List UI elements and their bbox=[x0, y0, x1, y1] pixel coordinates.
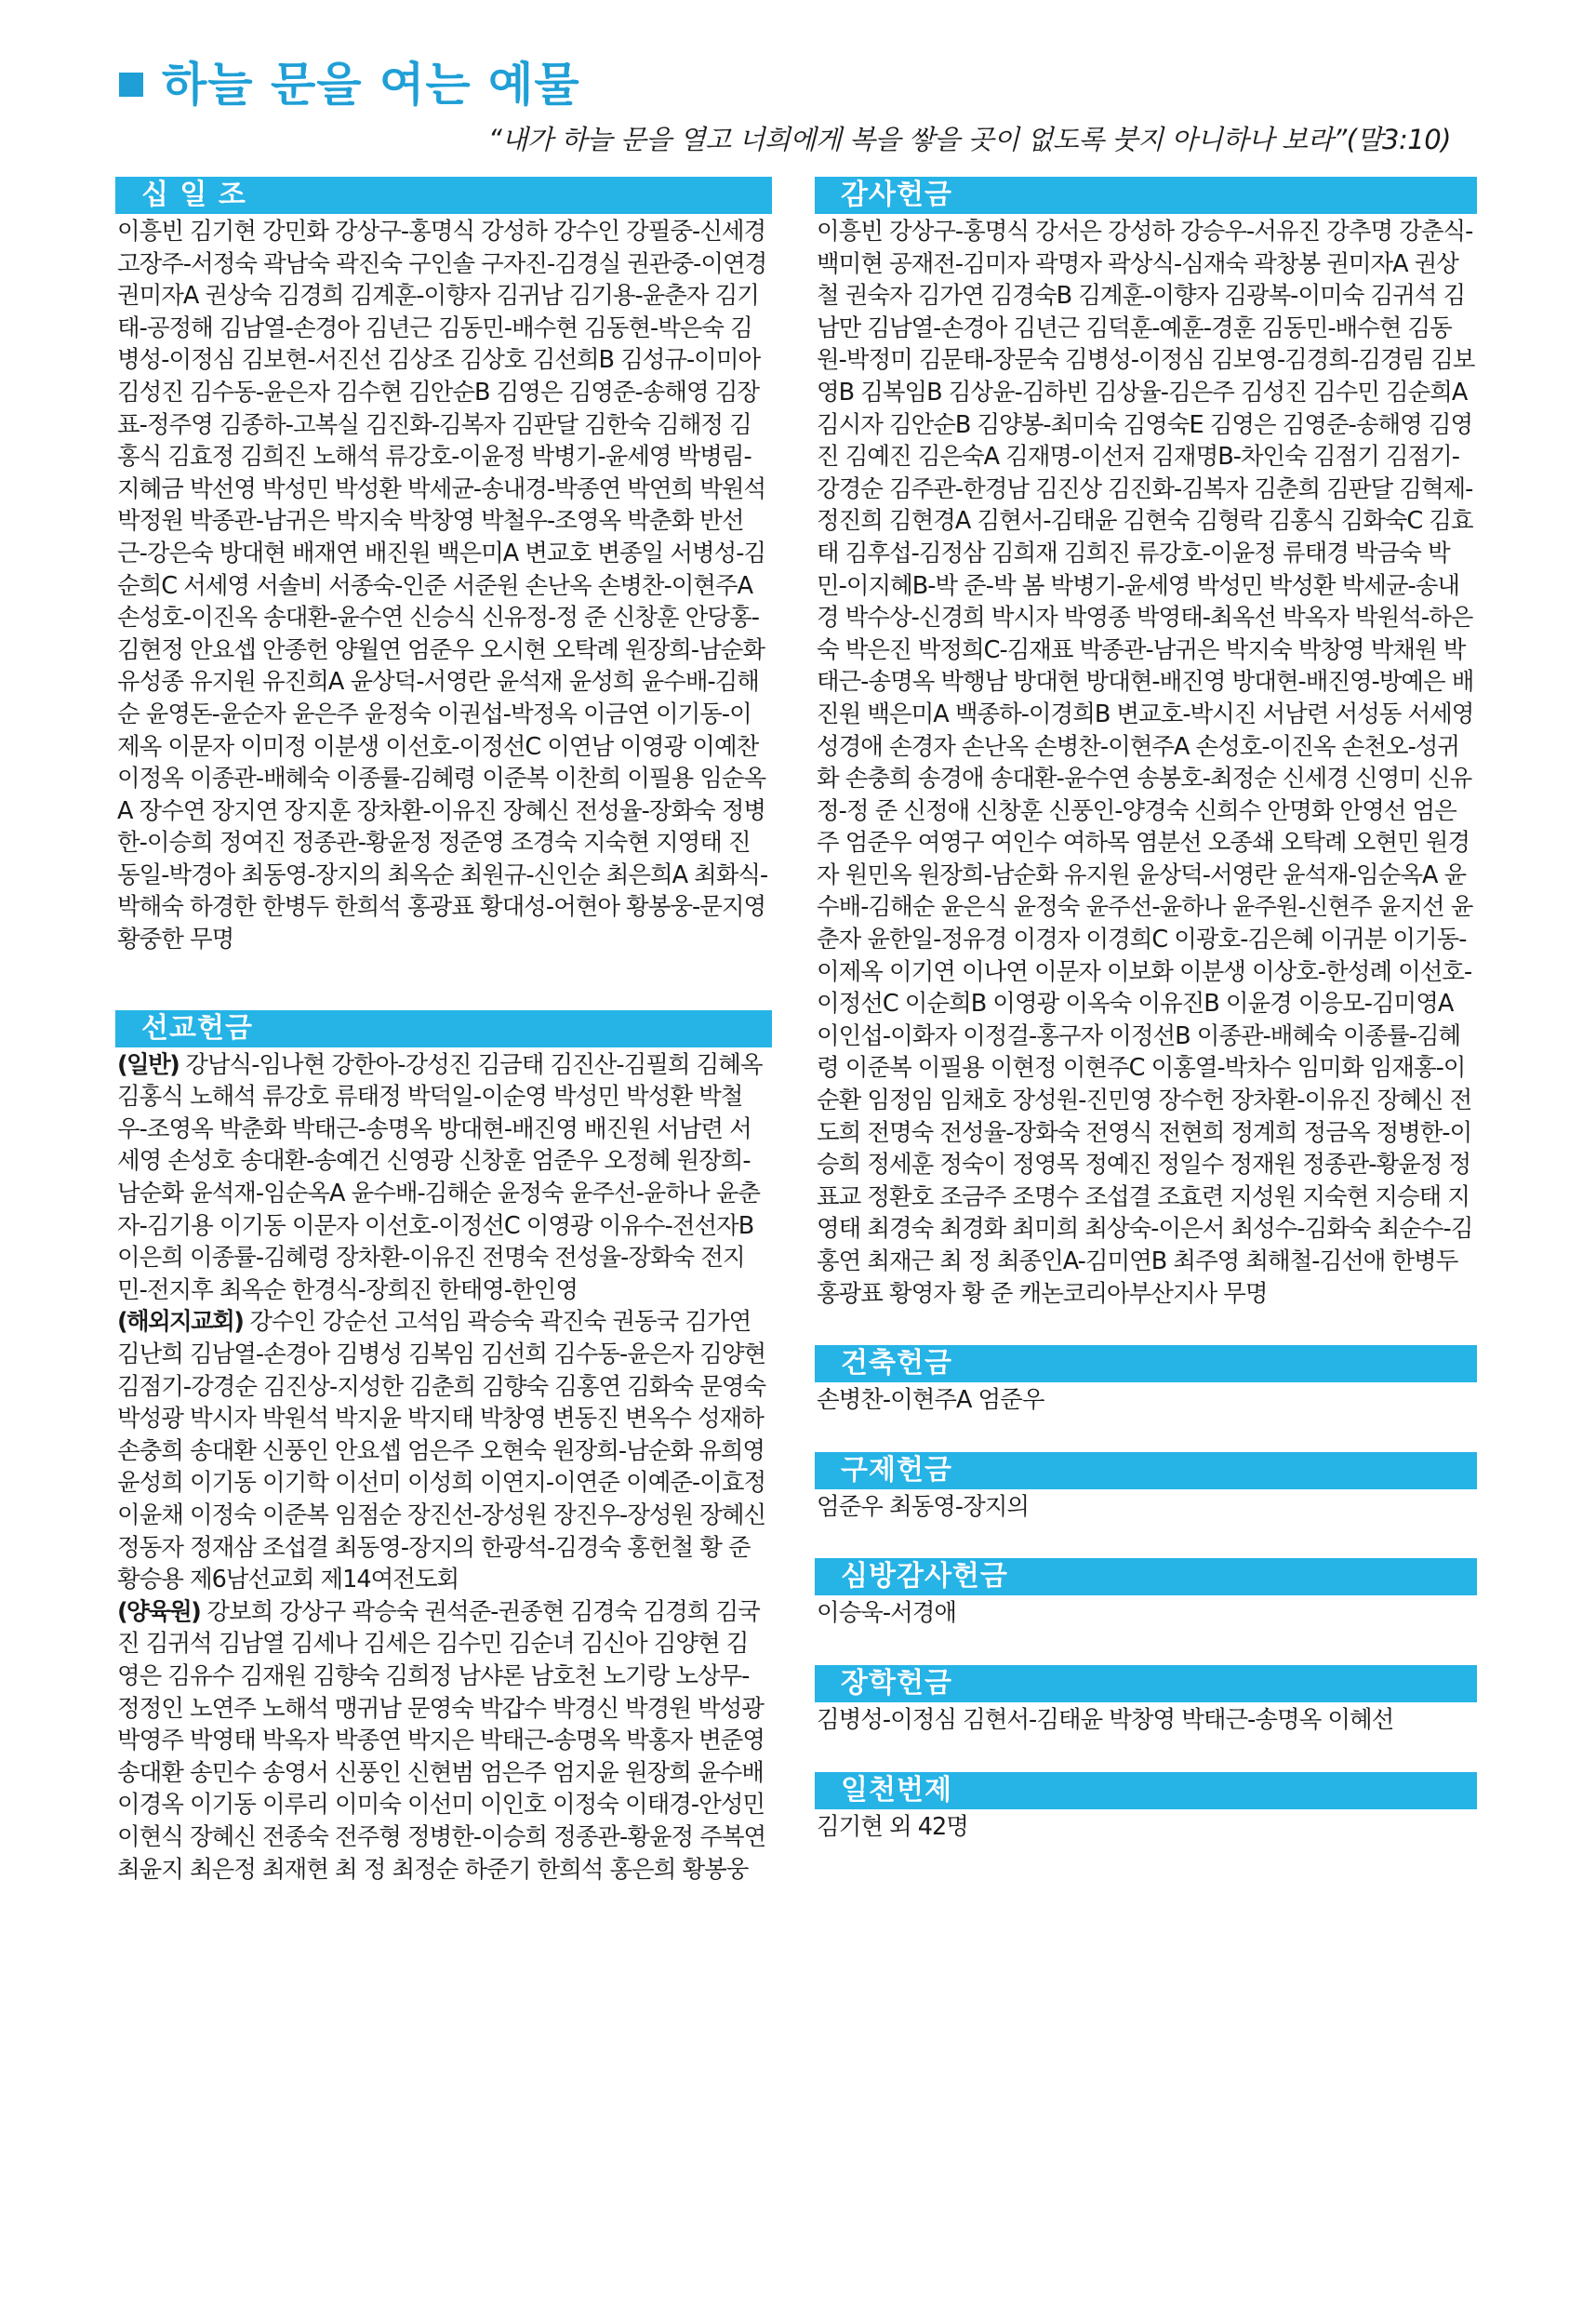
section-ilcheon bbox=[815, 1772, 1477, 1844]
section-title: 심방감사헌금 bbox=[815, 1558, 1477, 1595]
section-title: 장학헌금 bbox=[815, 1665, 1477, 1702]
section-title: 십 일 조 bbox=[115, 177, 772, 214]
section-body: 엄준우 최동영-장지의 bbox=[817, 1492, 1030, 1521]
group-text: 강보희 강상구 곽승숙 권석준-권종현 김경숙 김경희 김국진 김귀석 김남열 김세나 김세은 김수민 김순녀 김신아 김양현 김영은 김유수 김재원 김향숙 김희정 남샤론 남호천 노기랑 노상무-정정인 노연주 노해석 맹귀남 문영숙 박갑수 박경신 박경원 박성광 박영주 박영태 박옥자 박종연 박지은 박태근-송명옥 박홍자 변준영 송대환 송민수 송영서 신풍인 신현범 엄은주 엄지윤 원장희 윤수배 이경옥 이기동 이루리 이미숙 이선미 이인호 이정숙 이태경-안성민 이현식 장혜신 전종숙 전주형 정병한-이승희 정종관-황윤정 주복연 최윤지 최은정 최재현 최 정 최정순 하준기 한희석 홍은희 황봉웅 bbox=[117, 1597, 766, 1884]
section-title: 구제헌금 bbox=[815, 1452, 1477, 1489]
section-body: 김병성-이정심 김현서-김태윤 박창영 박태근-송명옥 이혜선 bbox=[817, 1705, 1394, 1734]
bible-verse: “내가 하늘 문을 열고 너희에게 복을 쌓을 곳이 없도록 붓지 아니하나 보라”(말3:10) bbox=[487, 124, 1451, 155]
group-label: (해외지교회) bbox=[117, 1308, 244, 1337]
section-body: 이흥빈 김기현 강민화 강상구-홍명식 강성하 강수인 강필중-신세경 고장주-서정숙 곽남숙 곽진숙 구인솔 구자진-김경실 권관중-이연경 권미자A 권상숙 김경희 김계훈-이향자 김귀남 김기용-윤춘자 김기태-공정해 김남열-손경아 김년근 김동민-배수현 김동현-박은숙 김병성-이정심 김보현-서진선 김상조 김상호 김선희B 김성규-이미아 김성진 김수동-윤은자 김수현 김안순B 김영은 김영준-송해영 김장표-정주영 김종하-고복실 김진화-김복자 김판달 김한숙 김해정 김홍식 김효정 김희진 노해석 류강호-이윤정 박병기-윤세영 박병림-지혜금 박선영 박성민 박성환 박세균-송내경-박종연 박연희 박원석 박정원 박종관-남귀은 박지숙 박창영 박철우-조영옥 박춘화 반선근-강은숙 방대현 배재연 배진원 백은미A 변교호 변종일 서병성-김순희C 서세영 서솔비 서종숙-인준 서준원 손난옥 손병찬-이현주A 손성호-이진옥 송대환-윤수연 신승식 신유정-정 준 신창훈 안당홍-김현정 안요셉 안종헌 양월연 엄준우 오시현 오탁례 원장희-남순화 유성종 유지원 유진희A 윤상덕-서영란 윤석재 윤성희 윤수배-김해순 윤영돈-윤순자 윤은주 윤정숙 이권섭-박정옥 이금연 이기동-이제옥 이문자 이미정 이분생 이선호-이정선C 이연남 이영광 이예찬 이정옥 이종관-배혜숙 이종률-김혜령 이준복 이찬희 이필용 임순옥A 장수연 장지연 장지훈 장차환-이유진 장혜신 전성율-장화숙 정병한-이승희 정여진 정종관-황윤정 정준영 조경숙 지숙현 지영태 진동일-박경아 최동영-장지의 최옥순 최원규-신인순 최은희A 최화식-박해숙 하경한 한병두 한희석 홍광표 황대성-어현아 황봉웅-문지영 황중한 무명 bbox=[117, 218, 768, 954]
section-tithe bbox=[115, 177, 772, 956]
section-title: 감사헌금 bbox=[815, 177, 1477, 214]
section-body: 김기현 외 42명 bbox=[817, 1812, 968, 1841]
mission-group-general bbox=[117, 1049, 770, 1307]
section-title: 선교헌금 bbox=[115, 1010, 772, 1047]
page-header bbox=[119, 56, 1477, 155]
section-title: 건축헌금 bbox=[815, 1345, 1477, 1382]
mission-group-overseas bbox=[117, 1306, 770, 1595]
section-visit bbox=[815, 1558, 1477, 1630]
section-scholarship bbox=[815, 1665, 1477, 1737]
section-body: 이흥빈 강상구-홍명식 강서은 강성하 강승우-서유진 강추명 강춘식-백미현 공재전-김미자 곽명자 곽상식-심재숙 곽창봉 권미자A 권상철 권숙자 김가연 김경숙B 김계훈-이향자 김광복-이미숙 김귀석 김남만 김남열-손경아 김년근 김덕훈-예훈-경훈 김동민-배수현 김동원-박정미 김문태-장문숙 김병성-이정심 김보영-김경희-김경림 김보영B 김복임B 김상윤-김하빈 김상율-김은주 김성진 김수민 김순희A 김시자 김안순B 김양봉-최미숙 김영숙E 김영은 김영준-송해영 김영진 김예진 김은숙A 김재명-이선저 김재명B-차인숙 김점기 김점기-강경순 김주관-한경남 김진상 김진화-김복자 김춘희 김판달 김혁제-정진희 김현경A 김현서-김태윤 김현숙 김형락 김홍식 김화숙C 김효태 김후섭-김정삼 김희재 김희진 류강호-이윤정 류태경 박금숙 박 민-이지혜B-박 준-박 봄 박병기-윤세영 박성민 박성환 박세균-송내경 박수상-신경희 박시자 박영종 박영태-최옥선 박옥자 박원석-하은숙 박은진 박정희C-김재표 박종관-남귀은 박지숙 박창영 박채원 박태근-송명옥 박행남 방대현 방대현-배진영 방대현-배진영-방예은 배진원 백은미A 백종하-이경희B 변교호-박시진 서남련 서성동 서세영 성경애 손경자 손난옥 손병찬-이현주A 손성호-이진옥 손천오-성귀화 손충희 송경애 송대환-윤수연 송봉호-최정순 신세경 신영미 신유정-정 준 신정애 신창훈 신풍인-양경숙 신희수 안명화 안영선 엄은주 엄준우 여영구 여인수 여하목 염분선 오종쇄 오탁례 오현민 원경자 원민옥 원장희-남순화 유지원 윤상덕-서영란 윤석재-임순옥A 윤수배-김해순 윤은식 윤정숙 윤주선-윤하나 윤주원-신현주 윤지선 윤춘자 윤한일-정유경 이경자 이경희C 이광호-김은혜 이귀분 이기동-이제옥 이기연 이나연 이문자 이보화 이분생 이상호-한성례 이선호-이정선C 이순희B 이영광 이옥숙 이유진B 이윤경 이응모-김미영A 이인섭-이화자 이정걸-홍구자 이정선B 이종관-배혜숙 이종률-김혜령 이준복 이필용 이현정 이현주C 이홍열-박차수 임미화 임재홍-이순환 임정임 임채호 장성원-진민영 장수헌 장차환-이유진 장혜신 전도희 전명숙 전성율-장화숙 전영식 전현희 정계희 정금옥 정병한-이승희 정세훈 정숙이 정영목 정예진 정일수 정재원 정종관-황윤정 정표교 정환호 조금주 조명수 조섭결 조효련 지성원 지숙현 지승태 지영태 최경숙 최경화 최미희 최상숙-이은서 최성수-김화숙 최순수-김홍연 최재근 최 정 최종인A-김미연B 최주영 최해철-김선애 한병두 홍광표 황영자 황 준 캐논코리아부산지사 무명 bbox=[817, 218, 1475, 1308]
left-column bbox=[115, 177, 772, 1940]
section-body: 이승욱-서경애 bbox=[817, 1599, 956, 1628]
group-label: (일반) bbox=[117, 1050, 180, 1079]
right-column bbox=[815, 177, 1477, 1878]
title-square-icon bbox=[119, 73, 143, 97]
section-title: 일천번제 bbox=[815, 1772, 1477, 1809]
page-title: 하늘 문을 여는 예물 bbox=[162, 58, 580, 112]
section-building bbox=[815, 1345, 1477, 1417]
section-thanks bbox=[815, 177, 1477, 1310]
mission-group-orphanage bbox=[117, 1596, 770, 1886]
group-text: 강남식-임나현 강한아-강성진 김금태 김진산-김필희 김혜옥 김홍식 노해석 류강호 류태정 박덕일-이순영 박성민 박성환 박철우-조영옥 박춘화 박태근-송명옥 방대현-배진영 배진원 서남련 서세영 손성호 송대환-송예건 신영광 신창훈 엄준우 오정혜 원장희-남순화 윤석재-임순옥A 윤수배-김해순 윤정숙 윤주선-윤하나 윤춘자-김기용 이기동 이문자 이선호-이정선C 이영광 이유수-전선자B 이은희 이종률-김혜령 장차환-이유진 전명숙 전성율-장화숙 전지민-전지후 최옥순 한경식-장희진 한태영-한인영 bbox=[117, 1050, 763, 1304]
section-body: 손병찬-이현주A 엄준우 bbox=[817, 1386, 1044, 1415]
group-label: (양육원) bbox=[117, 1597, 201, 1626]
section-relief bbox=[815, 1452, 1477, 1524]
section-body bbox=[115, 1047, 772, 1886]
section-mission bbox=[115, 1010, 772, 1886]
group-text: 강수인 강순선 고석임 곽승숙 곽진숙 권동국 김가연 김난희 김남열-손경아 김병성 김복임 김선희 김수동-윤은자 김양현 김점기-강경순 김진상-지성한 김춘희 김향숙 김홍연 김화숙 문영숙 박성광 박시자 박원석 박지윤 박지태 박창영 변동진 변옥수 성재하 손충희 송대환 신풍인 안요셉 엄은주 오현숙 원장희-남순화 유희영 윤성희 이기동 이기학 이선미 이성희 이연지-이연준 이예준-이효정 이윤채 이정숙 이준복 임점순 장진선-장성원 장진우-장성원 장혜신 정동자 정재삼 조섭결 최동영-장지의 한광석-김경숙 홍헌철 황 준 황승용 제6남선교회 제14여전도회 bbox=[117, 1308, 766, 1594]
title-row bbox=[119, 56, 1477, 113]
